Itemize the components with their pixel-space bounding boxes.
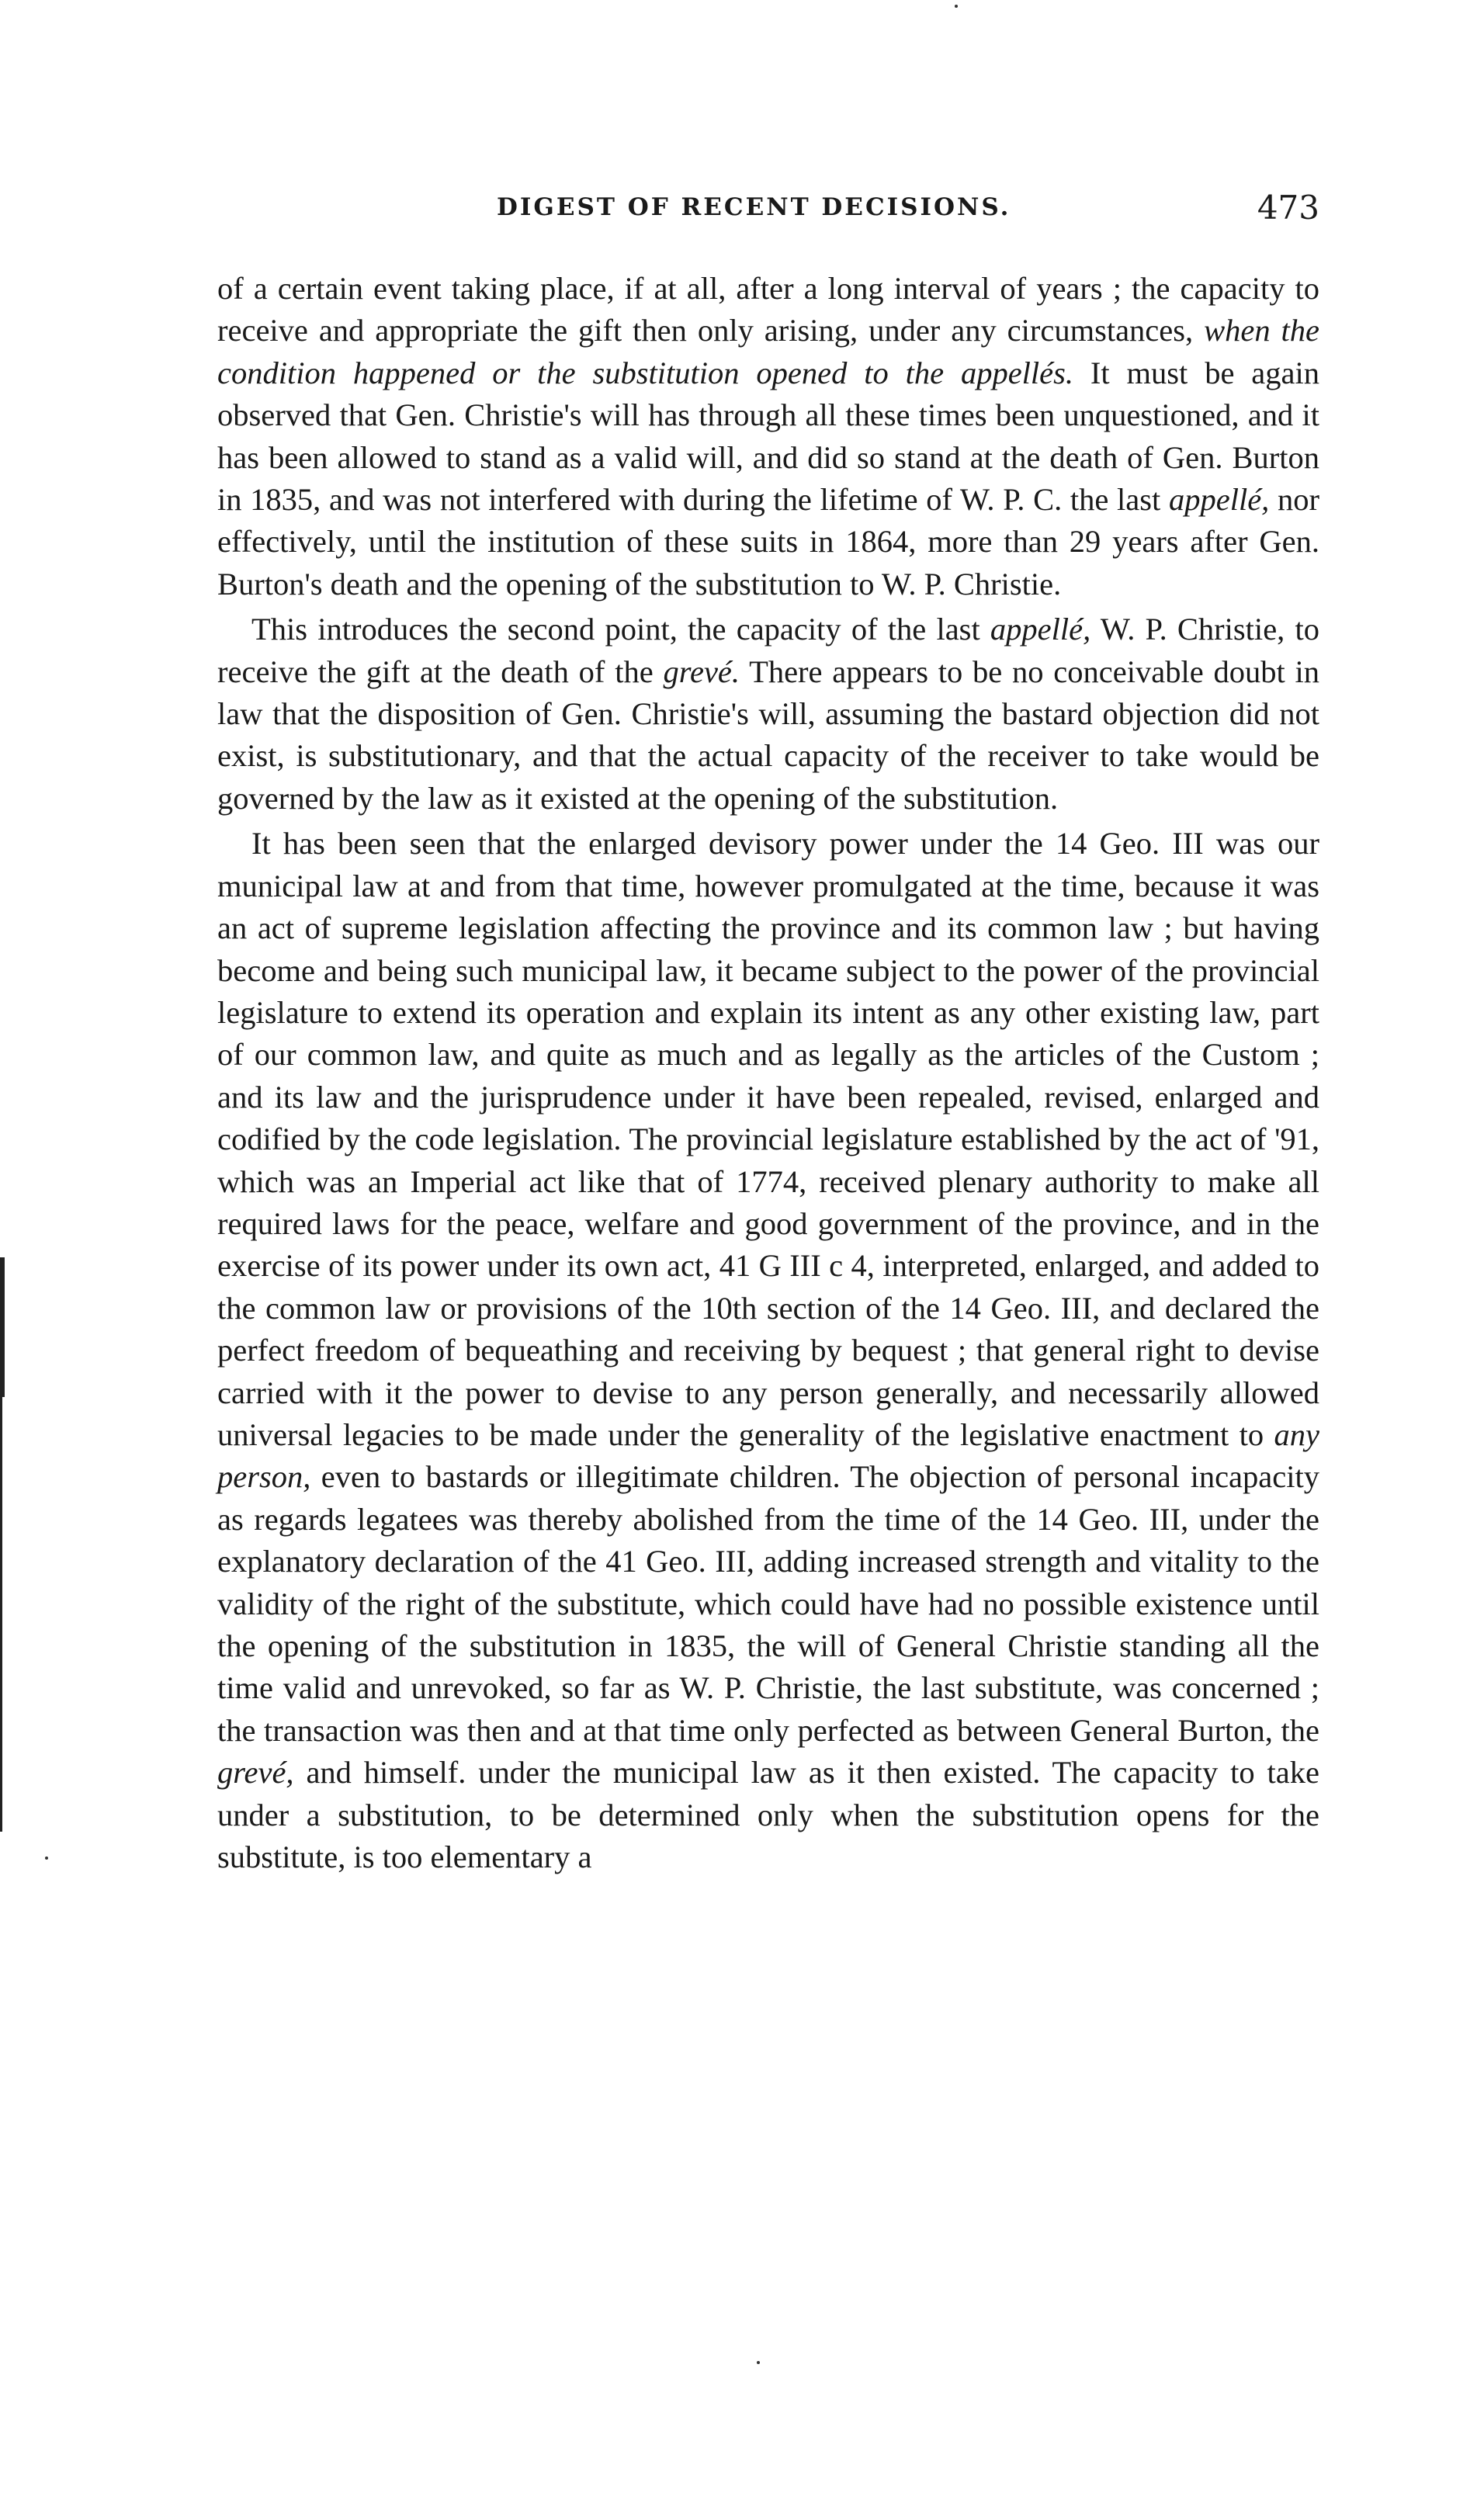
paragraph [217,268,1319,605]
paragraph [217,823,1319,1878]
italic-phrase: grevé, [217,1755,294,1791]
scan-speck [45,1857,48,1860]
italic-phrase: appellé, [1168,482,1270,518]
italic-phrase: appellé, [990,612,1091,647]
text-run: W. P. Christie, to receive the gift at the death of the [217,612,1319,689]
text-run: It must be again observed that Gen. Christie's will has through all these times been unquestioned, and it has been allowed to stand as a valid will, and did so stand at the death of Gen. Burton in 1835, and was not interfered with during the lifetime of W. P. C. the last [217,355,1320,518]
page-header [217,189,1319,235]
body-text [217,268,1319,1878]
scan-edge-mark [0,1397,2,1832]
scan-edge-mark [0,1257,5,1397]
text-run: There appears to be no conceivable doubt in law that the disposition of Gen. Christie's will, assuming the bastard objection did not exist, is substitutionary, and that the actual capacity of the receiver to take would be governed by the law as it existed at the opening of the substitution. [217,654,1319,816]
scan-speck [757,2361,760,2364]
text-run: This introduces the second point, the capacity of the last [251,612,990,647]
italic-phrase: when the condition happened or the substitution opened to the appellés. [217,313,1319,390]
paragraph [217,608,1319,820]
text-run: and himself. under the municipal law as it then existed. The capacity to take under a substitution, to be determined only when the substitution opens for the substitute, is too elementary a [217,1755,1319,1875]
scan-speck [955,5,958,8]
running-title: DIGEST OF RECENT DECISIONS. [497,193,1011,221]
italic-phrase: any person, [217,1416,1319,1495]
text-run: even to bastards or illegitimate children. The objection of personal incapacity as regards legatees was thereby abolished from the time of the 14 Geo. III, under the explanatory declaration of the 41 Geo. III, adding increased strength and vitality to the validity of the right of the substitute, which could have had no possible existence until the opening of the substitution in 1835, the will of General Christie standing all the time valid and unrevoked, so far as W. P. Christie, the last substitute, was concerned ; the transaction was then and at that time only perfected as between General Burton, the [217,1459,1319,1748]
text-run: nor effectively, until the institution of these suits in 1864, more than 29 years after Gen. Burton's death and the opening of the substitution to W. P. Christie. [217,482,1319,602]
italic-phrase: grevé. [663,654,740,689]
page-number: 473 [1257,189,1319,227]
text-run: It has been seen that the enlarged devisory power under the 14 Geo. III was our municipal law at and from that time, however promulgated at the time, because it was an act of supreme legislation affecting the province and its common law ; but having become and being such municipal law, it became subject to the power of the provincial legislature to extend its operation and explain its intent as any other existing law, part of our common law, and quite as much and as legally as the articles of the Custom ; and its law and the jurisprudence under it have been repealed, revised, enlarged and codified by the code legislation. The provincial legislature established by the act of '91, which was an Imperial act like that of 1774, received plenary authority to make all required laws for the peace, welfare and good government of the province, and in the exercise of its power under its own act, 41 G III c 4, interpreted, enlarged, and added to the common law or provisions of the 10th section of the 14 Geo. III, and declared the perfect freedom of bequeathing and receiving by bequest ; that general right to devise carried with it the power to devise to any person generally, and necessarily allowed universal legacies to be made under the generality of the legislative enactment to [217,826,1319,1452]
text-run: of a certain event taking place, if at all, after a long interval of years ; the capacity to receive and appropriate the gift then only arising, under any circumstances, [217,271,1319,348]
